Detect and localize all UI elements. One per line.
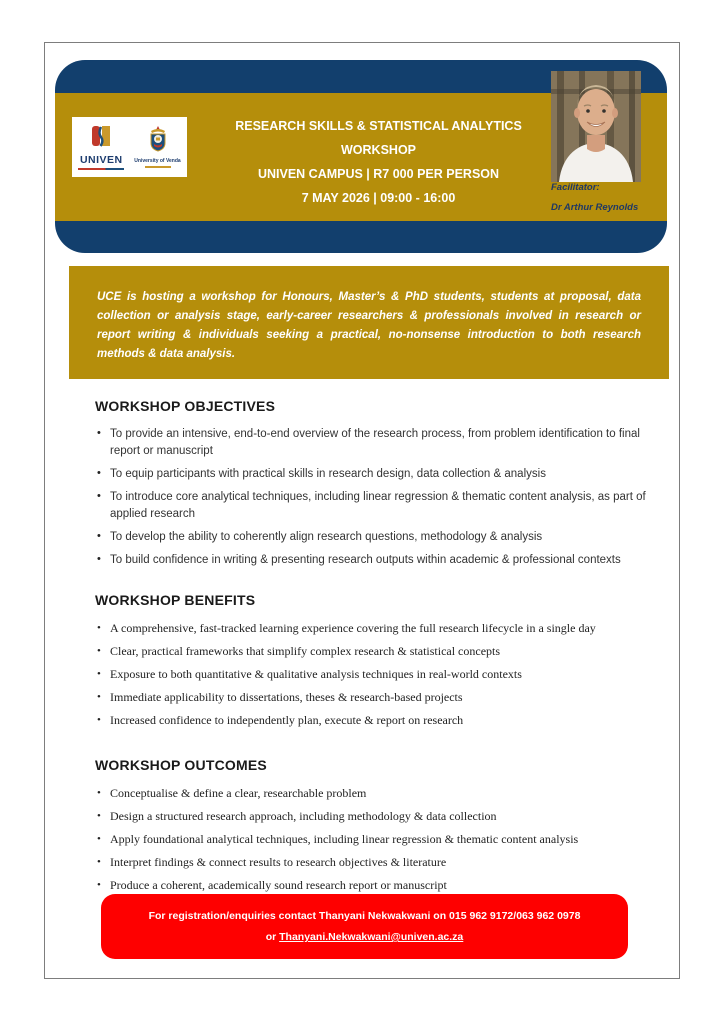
list-item: • To equip participants with practical skills in research design, data collection & analysis [95,465,647,483]
title-line-3: UNIVEN CAMPUS | R7 000 PER PERSON [257,167,500,181]
flyer-page [44,42,680,979]
facilitator-name: Dr Arthur Reynolds [551,202,639,213]
list-item: • To provide an intensive, end-to-end overview of the research process, from problem identification to final report or manuscript [95,425,647,460]
objectives-list [95,425,647,569]
list-item: • Interpret findings & connect results to research objectives & literature [95,854,647,871]
venda-crest-motto-bar [145,166,171,168]
list-item: • Increased confidence to independently plan, execute & report on research [95,712,647,729]
list-item: • A comprehensive, fast-tracked learning experience covering the full research lifecycle in a single day [95,620,647,637]
heading-outcomes: WORKSHOP OUTCOMES [95,757,267,773]
list-item: • Produce a coherent, academically sound research report or manuscript [95,877,647,894]
univen-wordmark: UNIVEN [79,154,123,166]
venda-crest-caption: University of Venda [134,158,181,164]
facilitator-photo [551,71,641,182]
contact-line-1: For registration/enquiries contact Thanyani Nekwakwani on 015 962 9172/063 962 0978 [148,910,581,922]
title-line-1: RESEARCH SKILLS & STATISTICAL ANALYTICS [235,119,522,133]
contact-line-2-prefix: or [265,931,277,943]
contact-line-2 [266,931,464,943]
univen-logo-icon [89,124,113,153]
intro-text: UCE is hosting a workshop for Honours, Master’s & PhD students, students at proposal, data collection or analysis stage, early-career researchers & professionals involved in research or report writing & individuals seeking a practical, no-nonsense introduction to both research methods & data analysis. [97,291,641,360]
list-item: • Conceptualise & define a clear, researchable problem [95,785,647,802]
header-banner [55,60,667,253]
list-item: • Immediate applicability to dissertations, theses & research-based projects [95,689,647,706]
header-titles [205,114,552,210]
logo-box [72,117,187,177]
univen-underline-bar [78,168,124,170]
title-line-4: 7 MAY 2026 | 09:00 - 16:00 [301,191,456,205]
heading-benefits: WORKSHOP BENEFITS [95,592,256,608]
list-item: • To introduce core analytical techniques, including linear regression & thematic content analysis, as part of applied research [95,488,647,523]
list-item: • To develop the ability to coherently align research questions, methodology & analysis [95,528,647,546]
venda-crest [134,126,180,168]
facilitator-label: Facilitator: [551,182,600,193]
contact-email-link[interactable]: Thanyani.Nekwakwani@univen.ac.za [279,931,464,943]
list-item: • Apply foundational analytical techniques, including linear regression & thematic content analysis [95,831,647,848]
benefits-list [95,620,647,729]
list-item: • Design a structured research approach, including methodology & data collection [95,808,647,825]
list-item: • To build confidence in writing & presenting research outputs within academic & professional contexts [95,551,647,569]
univen-logo [78,124,124,170]
venda-crest-icon [147,126,169,157]
list-item: • Exposure to both quantitative & qualitative analysis techniques in real-world contexts [95,666,647,683]
intro-block [69,266,669,379]
title-line-2: WORKSHOP [341,143,416,157]
outcomes-list [95,785,647,894]
body-copy [95,388,647,900]
contact-footer [101,894,628,959]
heading-objectives: WORKSHOP OBJECTIVES [95,398,276,414]
facilitator-caption [551,178,638,218]
list-item: • Clear, practical frameworks that simplify complex research & statistical concepts [95,643,647,660]
